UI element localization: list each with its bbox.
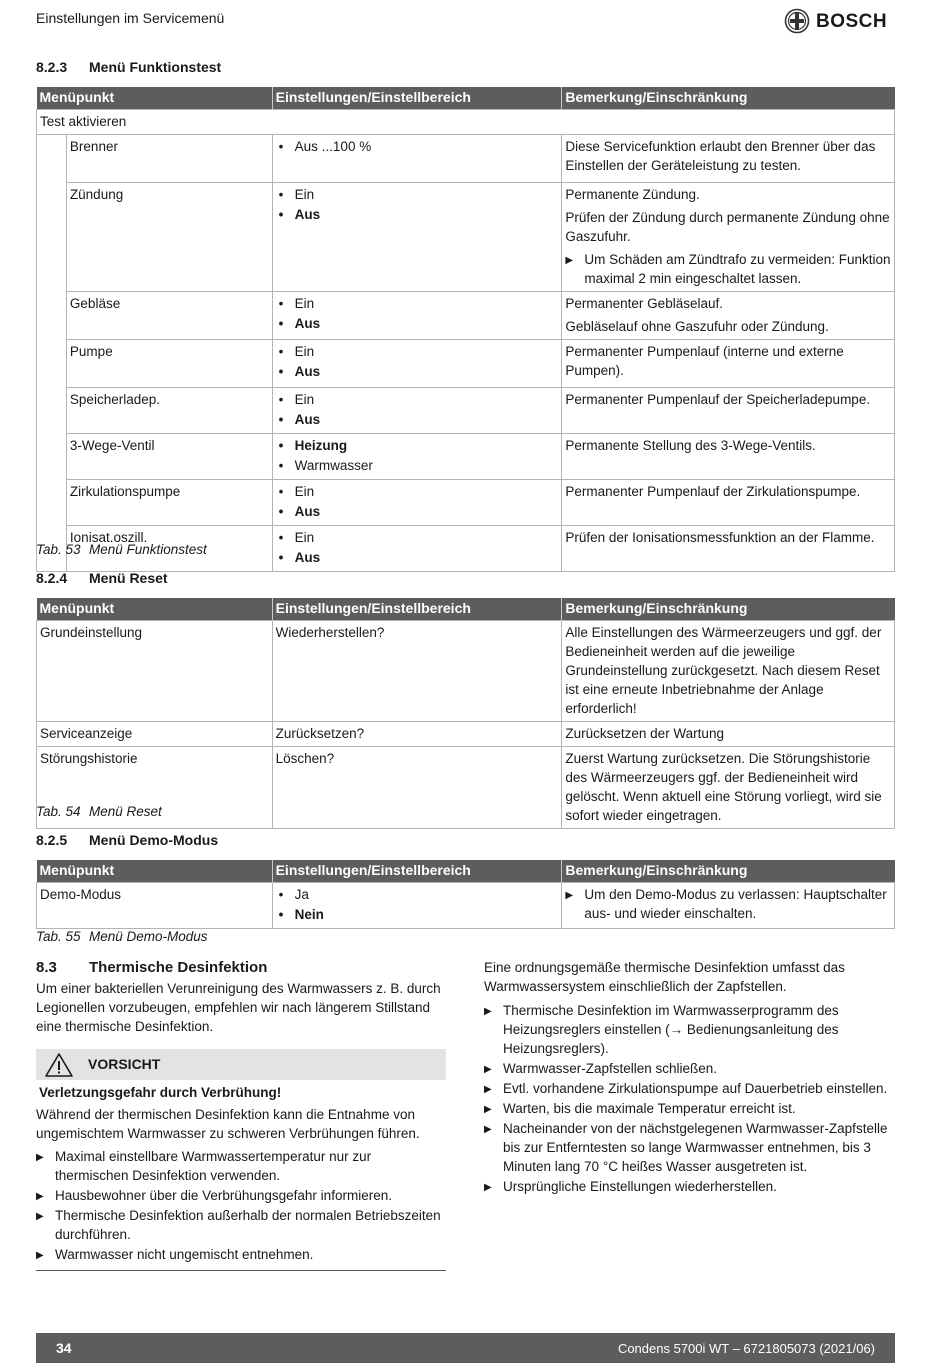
caption-text: Menü Funktionstest (89, 542, 207, 557)
remark-text: Zurücksetzen der Wartung (562, 721, 895, 746)
warning-instructions (36, 1147, 446, 1264)
remark-text: Permanenter Pumpenlauf der Zirkulationspumpe. (565, 483, 861, 499)
section-number: 8.3 (36, 959, 57, 976)
option-value-default: • Aus (276, 314, 559, 333)
table-row (37, 291, 895, 339)
table-caption-55 (36, 927, 208, 946)
desinfektion-right-column (484, 958, 894, 1197)
table-caption-54 (36, 802, 162, 821)
list-item: ▶ Warmwasser-Zapfstellen schließen. (484, 1059, 894, 1078)
option-value-default: • Aus (276, 548, 559, 567)
remark-text: Permanenter Gebläselauf. (565, 295, 723, 311)
remark-text: Diese Servicefunktion erlaubt den Brenner über das Einstellen der Geräteleistung zu testen. (565, 138, 876, 173)
table-demo-modus (36, 860, 895, 929)
option-value: • Warmwasser (276, 456, 559, 475)
option-value-default: • Aus (276, 205, 559, 224)
table-row (37, 433, 895, 479)
warning-triangle-icon (44, 1052, 74, 1078)
column-header: Einstellungen/Einstellbereich (272, 87, 562, 109)
remark-text: Prüfen der Zündung durch permanente Zündung ohne Gaszufuhr. (565, 209, 890, 244)
option-value: • Ein (276, 185, 559, 204)
menu-item-name: Zirkulationspumpe (66, 479, 272, 525)
option-value: • Ein (276, 390, 559, 409)
menu-item-name: Ionisat.oszill. (66, 525, 272, 571)
caption-text: Menü Reset (89, 804, 162, 819)
warning-title: VORSICHT (88, 1056, 161, 1072)
group-row-label: Test aktivieren (37, 109, 895, 134)
column-header: Bemerkung/Einschränkung (562, 598, 895, 620)
menu-item-name: Serviceanzeige (37, 721, 273, 746)
option-value: • Ein (276, 342, 559, 361)
table-row (37, 882, 895, 928)
table-reset (36, 598, 895, 829)
setting-value: Wiederherstellen? (272, 620, 562, 721)
warning-subtitle: Verletzungsgefahr durch Verbrühung! (39, 1085, 282, 1100)
remark-text: Prüfen der Ionisationsmessfunktion an der Flamme. (565, 529, 875, 545)
option-value: • Aus ...100 % (276, 137, 559, 156)
page-header-title: Einstellungen im Servicemenü (36, 10, 225, 26)
list-item: ▶ Thermische Desinfektion im Warmwasserprogramm des Heizungsreglers einstellen (→ Bedienungsanleitung des Heizungsreglers). (484, 1001, 894, 1058)
column-header: Bemerkung/Einschränkung (562, 87, 895, 109)
list-item: ▶ Hausbewohner über die Verbrühungsgefahr informieren. (36, 1186, 446, 1205)
menu-item-name: Speicherladep. (66, 387, 272, 433)
section-number: 8.2.5 (36, 832, 68, 848)
option-value-default: • Nein (276, 905, 559, 924)
table-row (37, 620, 895, 721)
column-header: Menüpunkt (37, 860, 273, 882)
column-header: Menüpunkt (37, 598, 273, 620)
option-value-default: • Heizung (276, 436, 559, 455)
remark-text: Permanenter Pumpenlauf (interne und externe Pumpen). (565, 343, 844, 378)
intro-paragraph: Um einer bakteriellen Verunreinigung des Warmwassers z. B. durch Legionellen vorzubeugen, empfehlen wir nach längerem Stillstand eine thermische Desinfektion. (36, 981, 441, 1034)
procedure-steps (484, 1001, 894, 1196)
option-value: • Ein (276, 528, 559, 547)
page-number: 34 (56, 1340, 72, 1356)
table-row (37, 387, 895, 433)
menu-item-name: Brenner (66, 134, 272, 182)
menu-item-name: Pumpe (66, 339, 272, 387)
remark-text: Permanente Zündung. (565, 186, 700, 202)
document-identifier: Condens 5700i WT – 6721805073 (2021/06) (617, 1341, 875, 1356)
bosch-armature-icon (784, 8, 810, 34)
option-value-default: • Aus (276, 362, 559, 381)
table-funktionstest (36, 87, 895, 572)
warning-text: Während der thermischen Desinfektion kann die Entnahme von ungemischtem Warmwasser zu schweren Verbrühungen führen. (36, 1107, 420, 1141)
table-row (37, 479, 895, 525)
option-value: • Ein (276, 482, 559, 501)
setting-value: Löschen? (272, 746, 562, 828)
warning-end-rule (36, 1265, 446, 1271)
warning-banner (36, 1049, 446, 1080)
remark-text: Alle Einstellungen des Wärmeerzeugers und ggf. der Bedieneinheit werden auf die jeweilige Grundeinstellung zurückgesetzt. Nach diesem Reset ist eine erneute Inbetriebnahme der Anlage erforderlich! (562, 620, 895, 721)
section-number: 8.2.3 (36, 59, 68, 75)
remark-action-item: ▶ Um den Demo-Modus zu verlassen: Hauptschalter aus- und wieder einschalten. (565, 885, 891, 923)
menu-item-name: 3-Wege-Ventil (66, 433, 272, 479)
option-value: • Ein (276, 294, 559, 313)
list-item: ▶ Nacheinander von der nächstgelegenen Warmwasser-Zapfstelle bis zur Entferntesten so lange Warmwasser entnehmen, bis 3 Minuten lang 70 °C heißes Wasser ausgetreten ist. (484, 1119, 894, 1176)
section-title: Menü Funktionstest (89, 59, 222, 75)
list-item: ▶ Thermische Desinfektion außerhalb der normalen Betriebszeiten durchführen. (36, 1206, 446, 1244)
desinfektion-left-column (36, 958, 446, 1271)
caption-number: Tab. 55 (36, 929, 81, 944)
right-intro-paragraph: Eine ordnungsgemäße thermische Desinfektion umfasst das Warmwassersystem einschließlich der Zapfstellen. (484, 960, 845, 994)
menu-item-name: Gebläse (66, 291, 272, 339)
column-header: Einstellungen/Einstellbereich (272, 598, 562, 620)
caption-text: Menü Demo-Modus (89, 929, 208, 944)
section-number: 8.2.4 (36, 570, 68, 586)
table-row (37, 746, 895, 828)
table-caption-53 (36, 540, 207, 559)
section-heading-83 (36, 958, 446, 977)
menu-item-name: Demo-Modus (37, 882, 273, 928)
remark-text: Permanente Stellung des 3-Wege-Ventils. (565, 437, 816, 453)
menu-item-name: Zündung (66, 182, 272, 291)
option-value-default: • Aus (276, 502, 559, 521)
caption-number: Tab. 53 (36, 542, 81, 557)
section-heading-825 (36, 831, 218, 850)
table-row (37, 721, 895, 746)
section-title: Menü Reset (89, 570, 168, 586)
table-row (37, 339, 895, 387)
brand-name: BOSCH (816, 10, 888, 32)
option-value-default: • Aus (276, 410, 559, 429)
list-item: ▶ Evtl. vorhandene Zirkulationspumpe auf Dauerbetrieb einstellen. (484, 1079, 894, 1098)
section-heading-823 (36, 58, 221, 77)
remark-text: Permanenter Pumpenlauf der Speicherladepumpe. (565, 391, 871, 407)
remark-action-item: ▶ Um Schäden am Zündtrafo zu vermeiden: Funktion maximal 2 min eingeschaltet lassen. (565, 250, 891, 288)
menu-item-name: Störungshistorie (37, 746, 273, 828)
section-title: Thermische Desinfektion (89, 959, 268, 976)
remark-text: Zuerst Wartung zurücksetzen. Die Störungshistorie des Wärmeerzeugers ggf. der Bedieneinheit wird gelöscht. Wenn aktuell eine Störung vorliegt, wird sie sofort wieder eingetragen. (562, 746, 895, 828)
table-row (37, 134, 895, 182)
section-title: Menü Demo-Modus (89, 832, 219, 848)
option-value: • Ja (276, 885, 559, 904)
column-header: Einstellungen/Einstellbereich (272, 860, 562, 882)
list-item: ▶ Ursprüngliche Einstellungen wiederherstellen. (484, 1177, 894, 1196)
page-footer (36, 1333, 895, 1363)
remark-text: Gebläselauf ohne Gaszufuhr oder Zündung. (565, 318, 829, 334)
brand-logo (784, 6, 896, 36)
list-item: ▶ Warmwasser nicht ungemischt entnehmen. (36, 1245, 446, 1264)
list-item: ▶ Warten, bis die maximale Temperatur erreicht ist. (484, 1099, 894, 1118)
list-item: ▶ Maximal einstellbare Warmwassertemperatur nur zur thermischen Desinfektion verwenden. (36, 1147, 446, 1185)
caption-number: Tab. 54 (36, 804, 81, 819)
table-row (37, 182, 895, 291)
section-heading-824 (36, 569, 168, 588)
setting-value: Zurücksetzen? (272, 721, 562, 746)
column-header: Menüpunkt (37, 87, 273, 109)
menu-item-name: Grundeinstellung (37, 620, 273, 721)
column-header: Bemerkung/Einschränkung (562, 860, 895, 882)
